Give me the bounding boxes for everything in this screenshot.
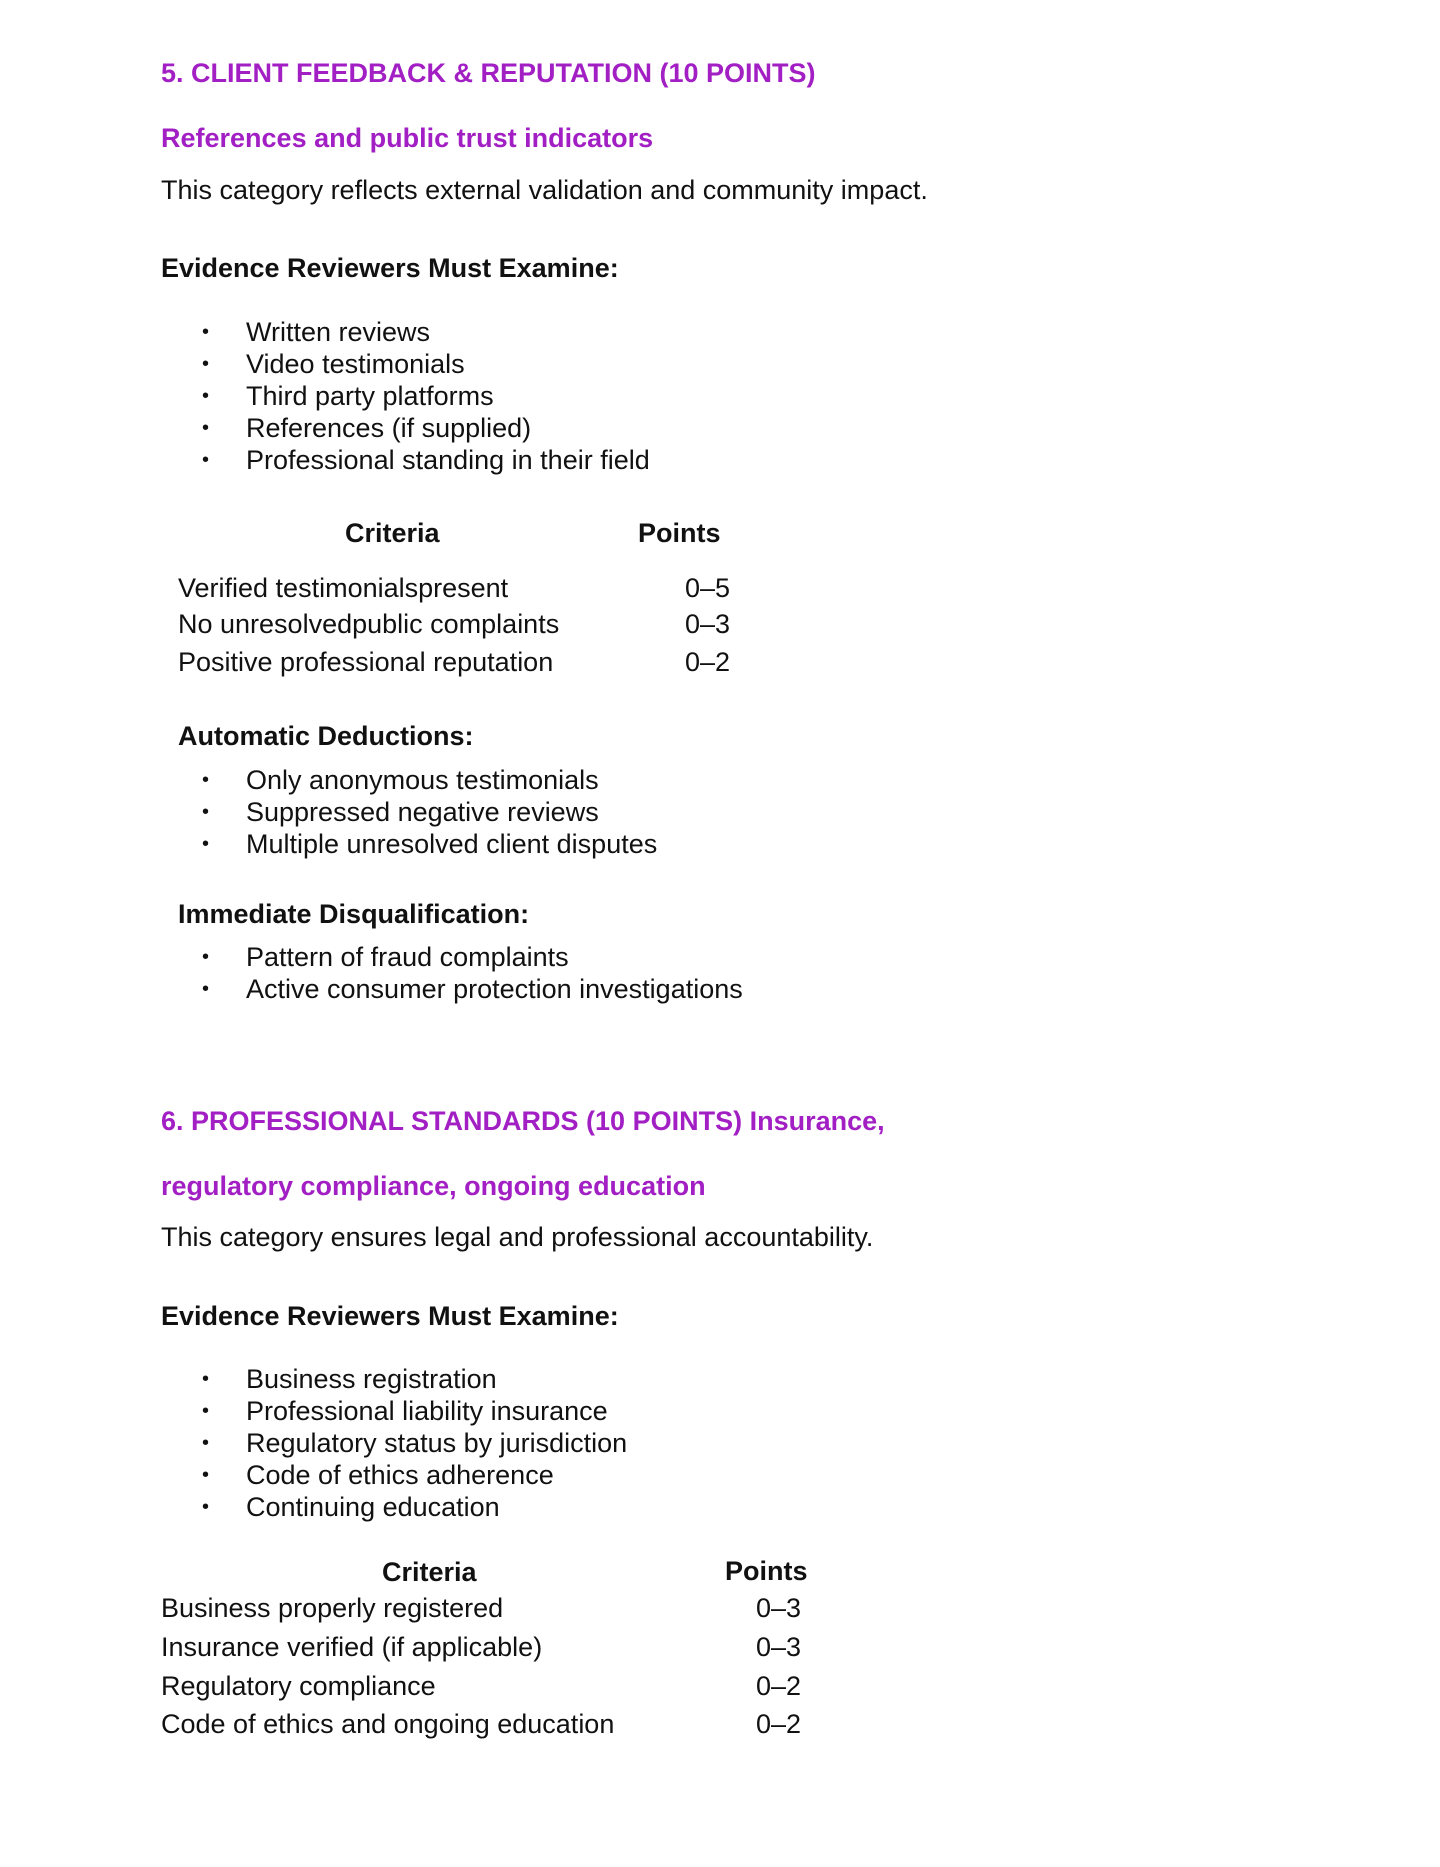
bullet-icon: • [202,801,210,823]
table-row-criteria: Verified testimonialspresent [178,573,509,603]
bullet-icon: • [202,353,210,375]
section-5-deductions-title: Automatic Deductions: [178,721,474,751]
table-row-points: 0–5 [685,573,731,603]
table-row-criteria: No unresolvedpublic complaints [178,609,560,639]
bullet-icon: • [202,449,210,471]
list-item: • Active consumer protection investigations [202,974,743,1004]
bullet-icon: • [202,769,210,791]
section-6-points-header: Points [725,1556,808,1586]
bullet-icon: • [202,1464,210,1486]
list-item: • Suppressed negative reviews [202,797,599,827]
section-5-disqualification-list [161,941,743,1005]
section-5-intro: This category reflects external validation and community impact. [161,175,928,205]
bullet-icon: • [202,1432,210,1454]
section-5-evidence-list [161,316,650,476]
section-5-deductions-list [161,764,657,860]
list-item: • Code of ethics adherence [202,1460,554,1490]
table-row-criteria: Positive professional reputation [178,647,554,677]
bullet-icon: • [202,385,210,407]
table-row-points: 0–2 [685,647,731,677]
table-row-criteria: Code of ethics and ongoing education [161,1709,615,1739]
list-item: • Pattern of fraud complaints [202,942,569,972]
section-6-subheading: regulatory compliance, ongoing education [161,1171,706,1201]
table-row-points: 0–3 [685,609,731,639]
bullet-icon: • [202,1496,210,1518]
bullet-icon: • [202,833,210,855]
list-item: • Business registration [202,1364,497,1394]
table-row-criteria: Regulatory compliance [161,1671,436,1701]
list-item: • Regulatory status by jurisdiction [202,1428,628,1458]
section-6-heading: 6. PROFESSIONAL STANDARDS (10 POINTS) Insurance, [161,1106,885,1136]
list-item: • Multiple unresolved client disputes [202,829,658,859]
section-5-heading: 5. CLIENT FEEDBACK & REPUTATION (10 POINTS) [161,58,816,88]
list-item: • Continuing education [202,1492,500,1522]
section-6-intro: This category ensures legal and professional accountability. [161,1222,874,1252]
list-item: • Professional liability insurance [202,1396,608,1426]
list-item: • References (if supplied) [202,413,532,443]
list-item: • Third party platforms [202,381,494,411]
bullet-icon: • [202,321,210,343]
list-item: • Video testimonials [202,349,465,379]
bullet-icon: • [202,1400,210,1422]
table-row-points: 0–3 [756,1632,802,1662]
bullet-icon: • [202,946,210,968]
section-6-evidence-title: Evidence Reviewers Must Examine: [161,1301,619,1331]
section-5-points-header: Points [638,518,721,548]
list-item: • Only anonymous testimonials [202,765,599,795]
table-row-criteria: Insurance verified (if applicable) [161,1632,543,1662]
section-5-evidence-title: Evidence Reviewers Must Examine: [161,253,619,283]
table-row-points: 0–2 [756,1671,802,1701]
table-row-points: 0–3 [756,1593,802,1623]
section-5-criteria-header: Criteria [345,518,440,548]
section-6-evidence-list [161,1363,627,1523]
list-item: • Written reviews [202,317,431,347]
table-row-criteria: Business properly registered [161,1593,504,1623]
section-5-disqualification-title: Immediate Disqualification: [178,899,530,929]
section-5-subheading: References and public trust indicators [161,123,654,153]
bullet-icon: • [202,417,210,439]
list-item: • Professional standing in their field [202,445,650,475]
section-6-criteria-header: Criteria [382,1557,477,1587]
bullet-icon: • [202,1368,210,1390]
bullet-icon: • [202,978,210,1000]
table-row-points: 0–2 [756,1709,802,1739]
